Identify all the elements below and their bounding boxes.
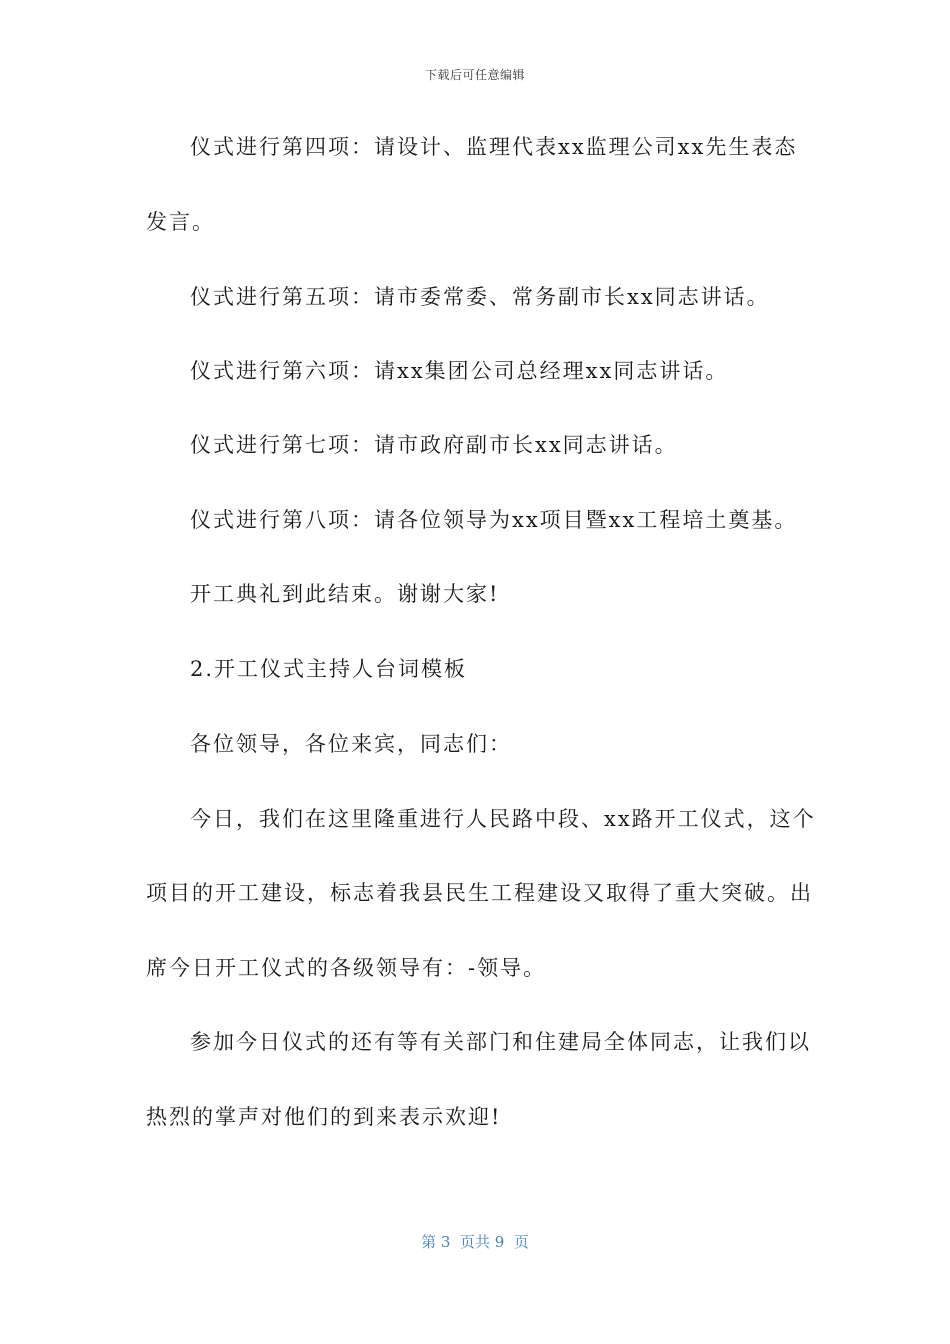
header-note: 下载后可任意编辑 xyxy=(424,68,525,82)
paragraph-line: 项目的开工建设，标志着我县民生工程建设又取得了重大突破。出 xyxy=(146,881,813,905)
paragraph-line: 开工典礼到此结束。谢谢大家! xyxy=(190,582,500,606)
paragraph-line: 仪式进行第五项：请市委常委、常务副市长xx同志讲话。 xyxy=(190,285,770,309)
paragraph-line: 席今日开工仪式的各级领导有：-领导。 xyxy=(146,956,547,980)
page-number-footer: 第 3 页共 9 页 xyxy=(421,1233,529,1251)
paragraph-line: 热烈的掌声对他们的到来表示欢迎! xyxy=(146,1105,502,1129)
paragraph-line: 发言。 xyxy=(146,210,215,234)
salutation-line: 各位领导，各位来宾，同志们： xyxy=(190,732,512,756)
paragraph-line: 今日，我们在这里隆重进行人民路中段、xx路开工仪式，这个 xyxy=(190,807,816,831)
paragraph-line: 仪式进行第四项：请设计、监理代表xx监理公司xx先生表态 xyxy=(190,135,798,159)
paragraph-line: 仪式进行第八项：请各位领导为xx项目暨xx工程培土奠基。 xyxy=(190,508,798,532)
paragraph-line: 仪式进行第六项：请xx集团公司总经理xx同志讲话。 xyxy=(190,359,729,383)
paragraph-line: 参加今日仪式的还有等有关部门和住建局全体同志，让我们以 xyxy=(190,1030,811,1054)
section-heading: 2.开工仪式主持人台词模板 xyxy=(190,657,468,681)
paragraph-line: 仪式进行第七项：请市政府副市长xx同志讲话。 xyxy=(190,433,678,457)
